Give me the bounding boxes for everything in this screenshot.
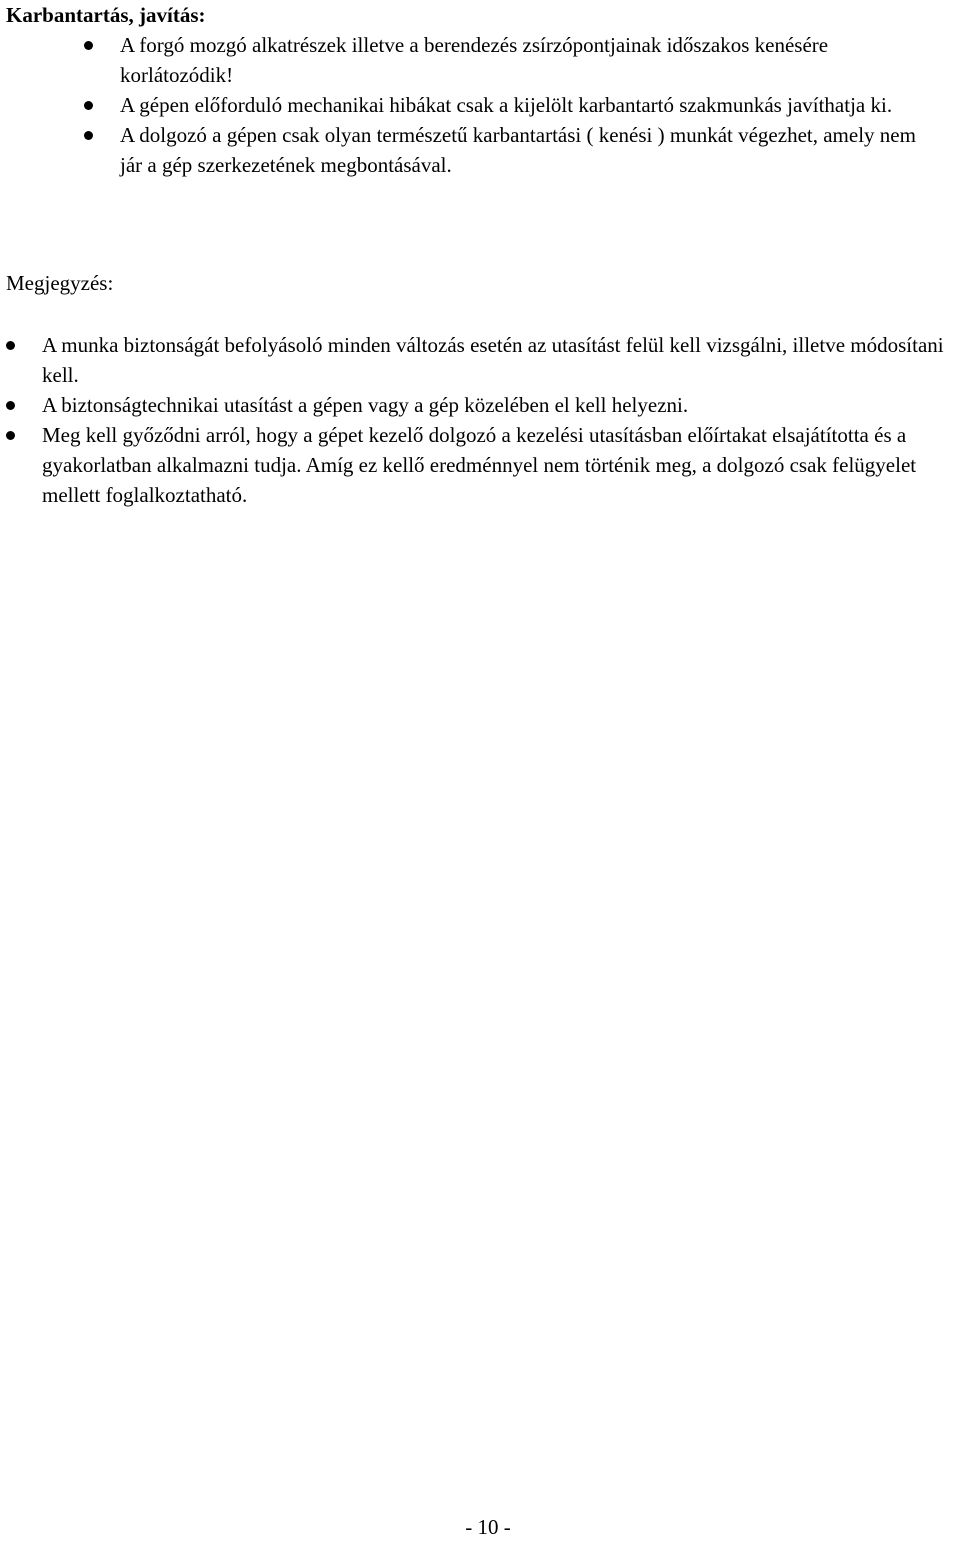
section-heading-note: Megjegyzés: [6,271,114,295]
list-item [42,420,954,510]
list-item-text: A gépen előforduló mechanikai hibákat csak a kijelölt karbantartó szakmunkás javíthatja ki. [120,93,893,117]
bullet-icon [84,101,93,110]
list-item-text: Meg kell győződni arról, hogy a gépet kezelő dolgozó a kezelési utasításban előírtakat elsajátította és a gyakorlatban alkalmazni tudja. Amíg ez kellő eredménnyel nem történik meg, a dolgozó csak felügyelet mellett foglalkoztatható. [42,423,917,507]
page-number: - 10 - [465,1515,511,1539]
bullet-icon [84,41,93,50]
bullet-icon [6,401,15,410]
list-item [120,90,920,120]
maintenance-list [120,30,920,180]
list-item-text: A dolgozó a gépen csak olyan természetű karbantartási ( kenési ) munkát végezhet, amely nem jár a gép szerkezetének megbontásával. [120,123,916,177]
list-item [42,330,954,390]
list-item [42,390,954,420]
bullet-icon [6,341,15,350]
bullet-icon [6,431,15,440]
list-item-text: A munka biztonságát befolyásoló minden változás esetén az utasítást felül kell vizsgálni, illetve módosítani kell. [42,333,944,387]
list-item [120,30,920,90]
list-item-text: A forgó mozgó alkatrészek illetve a berendezés zsírzópontjainak időszakos kenésére korlátozódik! [120,33,829,87]
list-item-text: A biztonságtechnikai utasítást a gépen vagy a gép közelében el kell helyezni. [42,393,689,417]
section-heading-maintenance: Karbantartás, javítás: [6,3,206,27]
note-list [42,330,954,510]
bullet-icon [84,131,93,140]
list-item [120,120,920,180]
